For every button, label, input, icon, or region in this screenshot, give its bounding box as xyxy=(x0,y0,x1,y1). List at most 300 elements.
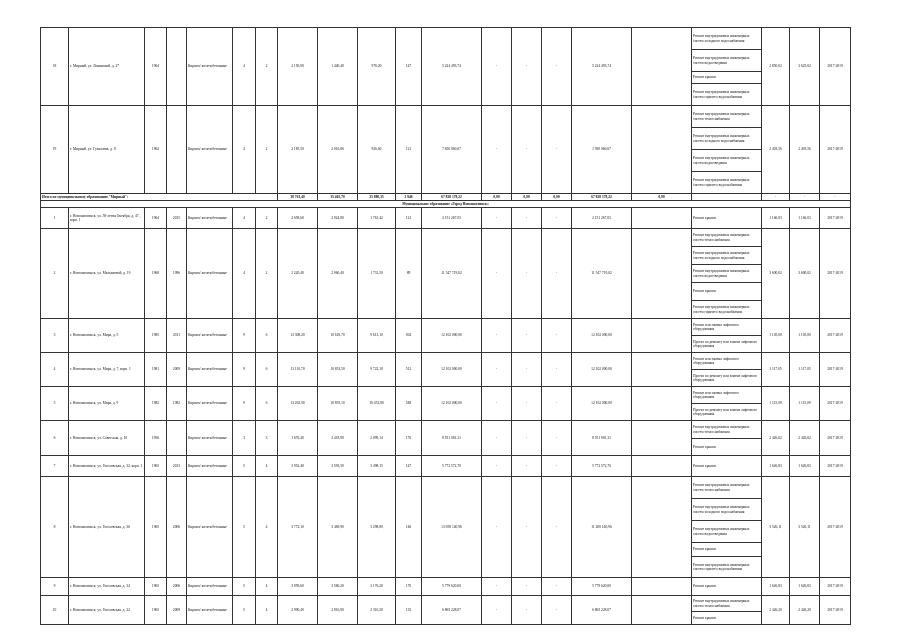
budget-share-cell: - xyxy=(512,477,542,578)
living-area-cell: 2 099,14 xyxy=(358,421,396,456)
repair-program-table xyxy=(40,27,851,625)
total-area-cell: 3 772,10 xyxy=(278,477,318,578)
row-number-cell: 8 xyxy=(41,477,69,578)
wall-material-cell: Кирпич/ железобетонные xyxy=(187,28,233,106)
budget-share-cell: - xyxy=(512,456,542,477)
entrances-cell: 6 xyxy=(256,319,278,353)
deadline-cell: 2017-2019 xyxy=(820,229,851,319)
deadline-cell: 2017-2019 xyxy=(820,596,851,625)
table-row xyxy=(41,229,851,247)
total-area-living: 25 880,35 xyxy=(358,194,396,201)
premises-area-cell: 2 816,90 xyxy=(318,596,358,625)
limit-cost-cell: 1 626,83 xyxy=(790,456,820,477)
owners-share-cell: 6 865 228,07 xyxy=(572,596,632,625)
other-share-cell xyxy=(632,596,692,625)
other-share-cell xyxy=(632,353,692,387)
other-share-cell xyxy=(632,456,692,477)
address-cell: г. Новошахтинск, ул. Советская, д. 10 xyxy=(69,421,145,456)
address-cell: г. Новошахтинск, ул. 50-летия Октября, д. 47, корп. 1 xyxy=(69,208,145,229)
other-share-cell xyxy=(632,578,692,596)
build-year-cell: 1964 xyxy=(145,208,167,229)
fund-share-cell: - xyxy=(482,353,512,387)
wall-material-cell: Кирпич/ железобетонные xyxy=(187,456,233,477)
work-type-cell: Ремонт крыши xyxy=(692,283,762,301)
fund-share-cell: - xyxy=(482,421,512,456)
living-area-cell: 9 613,10 xyxy=(358,319,396,353)
other-share-cell xyxy=(632,28,692,106)
other-share-cell xyxy=(632,229,692,319)
municipality-row xyxy=(41,201,851,208)
deadline-cell: 2017-2019 xyxy=(820,578,851,596)
living-area-cell: 3 176,20 xyxy=(358,578,396,596)
build-year-cell: 1985 xyxy=(145,319,167,353)
document-page xyxy=(40,27,850,625)
row-number-cell: 5 xyxy=(41,387,69,421)
other-share-cell xyxy=(632,319,692,353)
work-type-cell: Ремонт внутридомовых инженерных систем теплоснабжения xyxy=(692,106,762,128)
work-type-cell: Ремонт крыши xyxy=(692,208,762,229)
deadline-cell: 2017-2019 xyxy=(820,456,851,477)
work-type-cell: Ремонт внутридомовых инженерных систем водоотведения xyxy=(692,521,762,543)
build-year-cell: 1960 xyxy=(145,229,167,319)
fund-share-cell: - xyxy=(482,578,512,596)
work-type-cell: Ремонт крыши xyxy=(692,578,762,596)
entrances-cell: 4 xyxy=(256,456,278,477)
row-number-cell: 3 xyxy=(41,319,69,353)
table-body xyxy=(41,28,851,625)
entrances-cell: 2 xyxy=(256,106,278,194)
budget-share-cell: - xyxy=(512,596,542,625)
total-owners: 67 828 178,22 xyxy=(572,194,632,201)
table-row xyxy=(41,208,851,229)
owners-share-cell: 11 200 140,96 xyxy=(572,477,632,578)
local-budget-share-cell: - xyxy=(542,578,572,596)
work-type-cell: Ремонт крыши xyxy=(692,456,762,477)
owners-share-cell: 2 151 267,03 xyxy=(572,208,632,229)
owners-share-cell: 12 102 000,00 xyxy=(572,319,632,353)
work-type-cell: Ремонт внутридомовых инженерных систем горячего водоснабжения xyxy=(692,172,762,194)
table-row xyxy=(41,387,851,404)
renovation-year-cell xyxy=(167,28,187,106)
total-cost-cell: 5 772 572,70 xyxy=(422,456,482,477)
other-share-cell xyxy=(632,421,692,456)
entrances-cell: 4 xyxy=(256,596,278,625)
other-share-cell xyxy=(632,106,692,194)
work-type-cell: Ремонт крыши xyxy=(692,72,762,84)
wall-material-cell: Кирпич/ железобетонные xyxy=(187,421,233,456)
other-share-cell xyxy=(632,477,692,578)
total-area-cell: 1 676,40 xyxy=(278,421,318,456)
total-budget-local: 0,00 xyxy=(542,194,572,201)
residents-cell: 135 xyxy=(396,596,422,625)
build-year-cell: 1981 xyxy=(145,353,167,387)
residents-cell: 512 xyxy=(396,353,422,387)
table-row xyxy=(41,477,851,499)
residents-cell: 89 xyxy=(396,229,422,319)
unit-cost-cell: 1 115,09 xyxy=(762,387,790,421)
table-row xyxy=(41,319,851,336)
unit-cost-cell: 2 403,56 xyxy=(762,106,790,194)
living-area-cell: 9 722,10 xyxy=(358,353,396,387)
floors-cell: 5 xyxy=(233,596,256,625)
renovation-year-cell xyxy=(167,421,187,456)
total-cost-cell: 13 058 140,96 xyxy=(422,477,482,578)
wall-material-cell: Кирпич/ железобетонные xyxy=(187,208,233,229)
work-type-cell: Ремонт внутридомовых инженерных систем водоотведения xyxy=(692,150,762,172)
work-type-cell: Проект по ремонту или замене лифтового оборудования xyxy=(692,336,762,353)
total-area-cell: 2 990,40 xyxy=(278,596,318,625)
renovation-year-cell: 2006 xyxy=(167,477,187,578)
unit-cost-cell: 1 626,83 xyxy=(762,456,790,477)
unit-cost-cell: 1 166,03 xyxy=(762,208,790,229)
residents-cell: 121 xyxy=(396,106,422,194)
work-type-cell: Ремонт внутридомовых инженерных систем холодного водоснабжения xyxy=(692,499,762,521)
deadline-cell: 2017-2019 xyxy=(820,421,851,456)
deadline-cell: 2017-2019 xyxy=(820,208,851,229)
entrances-cell: 2 xyxy=(256,208,278,229)
residents-cell: 176 xyxy=(396,421,422,456)
unit-cost-cell: 1 117,05 xyxy=(762,353,790,387)
local-budget-share-cell: - xyxy=(542,456,572,477)
table-row xyxy=(41,421,851,439)
row-number-cell: 10 xyxy=(41,596,69,625)
total-area-cell: 13 110,70 xyxy=(278,353,318,387)
table-row xyxy=(41,28,851,50)
row-number-cell: 19 xyxy=(41,106,69,194)
build-year-cell: 1965 xyxy=(145,596,167,625)
limit-cost-cell: 1 626,83 xyxy=(790,578,820,596)
total-area: 38 761,40 xyxy=(278,194,318,201)
owners-share-cell: 12 102 000,00 xyxy=(572,353,632,387)
budget-share-cell: - xyxy=(512,319,542,353)
total-area-cell: 2 150,00 xyxy=(278,28,318,106)
budget-share-cell: - xyxy=(512,106,542,194)
total-deadline: - xyxy=(820,194,851,201)
limit-cost-cell: 1 105,00 xyxy=(790,319,820,353)
table-row xyxy=(41,596,851,612)
residents-cell: 147 xyxy=(396,28,422,106)
total-area-cell: 13 263,90 xyxy=(278,387,318,421)
limit-cost-cell: 2 403,56 xyxy=(790,106,820,194)
renovation-year-cell: 2011 xyxy=(167,319,187,353)
limit-cost-cell: 1 117,05 xyxy=(790,353,820,387)
renovation-year-cell xyxy=(167,106,187,194)
address-cell: г. Новошахтинск, ул. Гоголевская, д. 34 xyxy=(69,578,145,596)
residents-cell: 147 xyxy=(396,456,422,477)
wall-material-cell: Кирпич/ железобетонные xyxy=(187,353,233,387)
local-budget-share-cell: - xyxy=(542,106,572,194)
local-budget-share-cell: - xyxy=(542,477,572,578)
address-cell: г. Новошахтинск, ул. Гоголевская, д. 32, корп. 1 xyxy=(69,456,145,477)
floors-cell: 5 xyxy=(233,456,256,477)
premises-area-cell: 3 469,90 xyxy=(318,477,358,578)
budget-share-cell: - xyxy=(512,578,542,596)
limit-cost-cell: 2 426,20 xyxy=(790,596,820,625)
local-budget-share-cell: - xyxy=(542,421,572,456)
owners-share-cell: 11 547 719,02 xyxy=(572,229,632,319)
unit-cost-cell: 1 105,00 xyxy=(762,319,790,353)
total-unit-cost: - xyxy=(762,194,790,201)
premises-area-cell: 3 593,50 xyxy=(318,456,358,477)
wall-material-cell: Кирпич/ железобетонные xyxy=(187,106,233,194)
deadline-cell: 2017-2019 xyxy=(820,353,851,387)
build-year-cell: 1965 xyxy=(145,456,167,477)
deadline-cell: 2017-2019 xyxy=(820,477,851,578)
unit-cost-cell: 2 850,02 xyxy=(762,28,790,106)
unit-cost-cell: 3 526,11 xyxy=(762,477,790,578)
entrances-cell: 6 xyxy=(256,387,278,421)
renovation-year-cell: 1996 xyxy=(167,229,187,319)
renovation-year-cell: 2009 xyxy=(167,596,187,625)
budget-share-cell: - xyxy=(512,229,542,319)
work-type-cell: Ремонт внутридомовых инженерных систем водоотведения xyxy=(692,265,762,283)
work-type-cell: Ремонт внутридомовых инженерных систем холодного водоснабжения xyxy=(692,247,762,265)
work-type-cell: Ремонт внутридомовых инженерных систем теплоснабжения xyxy=(692,596,762,612)
limit-cost-cell: 3 625,02 xyxy=(790,28,820,106)
living-area-cell: 2 310,20 xyxy=(358,596,396,625)
build-year-cell: 1982 xyxy=(145,387,167,421)
other-share-cell xyxy=(632,387,692,421)
fund-share-cell: - xyxy=(482,596,512,625)
floors-cell: 9 xyxy=(233,319,256,353)
work-type-cell: Ремонт крыши xyxy=(692,543,762,557)
total-people: 2 946 xyxy=(396,194,422,201)
renovation-year-cell: 2015 xyxy=(167,208,187,229)
fund-share-cell: - xyxy=(482,387,512,421)
work-type-cell: Ремонт или замена лифтового оборудования xyxy=(692,353,762,370)
living-area-cell: 976,20 xyxy=(358,28,396,106)
total-area-premises: 35 465,70 xyxy=(318,194,358,201)
premises-area-cell: 2 418,90 xyxy=(318,421,358,456)
residents-cell: 121 xyxy=(396,208,422,229)
work-type-cell: Ремонт внутридомовых инженерных систем теплоснабжения xyxy=(692,229,762,247)
work-type-cell: Ремонт крыши xyxy=(692,439,762,456)
work-type-cell: Ремонт внутридомовых инженерных систем горячего водоснабжения xyxy=(692,557,762,578)
entrances-cell: 4 xyxy=(256,477,278,578)
residents-cell: 548 xyxy=(396,387,422,421)
total-cost: 67 828 178,22 xyxy=(422,194,482,201)
living-area-cell: 3 298,80 xyxy=(358,477,396,578)
entrances-cell: 2 xyxy=(256,28,278,106)
premises-area-cell: 2 060,40 xyxy=(318,229,358,319)
limit-cost-cell: 1 166,03 xyxy=(790,208,820,229)
row-number-cell: 6 xyxy=(41,421,69,456)
unit-cost-cell: 1 626,83 xyxy=(762,578,790,596)
unit-cost-cell: 2 426,02 xyxy=(762,421,790,456)
fund-share-cell: - xyxy=(482,106,512,194)
total-cost-cell: 12 102 000,00 xyxy=(422,319,482,353)
address-cell: г. Мирный, ул. Гузналева, д. 8 xyxy=(69,106,145,194)
premises-area-cell: 2 024,80 xyxy=(318,208,358,229)
local-budget-share-cell: - xyxy=(542,353,572,387)
work-type-cell: Ремонт внутридомовых инженерных систем холодного водоснабжения xyxy=(692,28,762,50)
entrances-cell: 2 xyxy=(256,229,278,319)
wall-material-cell: Кирпич/ железобетонные xyxy=(187,229,233,319)
deadline-cell: 2017-2019 xyxy=(820,387,851,421)
living-area-cell: 3 498,15 xyxy=(358,456,396,477)
wall-material-cell: Кирпич/ железобетонные xyxy=(187,387,233,421)
budget-share-cell: - xyxy=(512,28,542,106)
row-number-cell: 9 xyxy=(41,578,69,596)
budget-share-cell: - xyxy=(512,208,542,229)
owners-share-cell: 12 102 000,00 xyxy=(572,387,632,421)
wall-material-cell: Кирпич/ железобетонные xyxy=(187,596,233,625)
premises-area-cell: 3 560,20 xyxy=(318,578,358,596)
total-cost-cell: 8 551 081,31 xyxy=(422,421,482,456)
limit-cost-cell: 1 115,09 xyxy=(790,387,820,421)
deadline-cell: 2017-2019 xyxy=(820,319,851,353)
total-area-cell: 3 952,40 xyxy=(278,456,318,477)
municipality-title: Муниципальное образование «Город Новошахтинск» xyxy=(41,201,851,208)
premises-area-cell: 1 440,40 xyxy=(318,28,358,106)
fund-share-cell: - xyxy=(482,477,512,578)
build-year-cell: 1956 xyxy=(145,421,167,456)
table-row xyxy=(41,353,851,370)
living-area-cell: 10 453,80 xyxy=(358,387,396,421)
owners-share-cell: 5 772 572,70 xyxy=(572,456,632,477)
total-cost-cell: 5 779 620,00 xyxy=(422,578,482,596)
residents-cell: 146 xyxy=(396,477,422,578)
floors-cell: 3 xyxy=(233,421,256,456)
local-budget-share-cell: - xyxy=(542,319,572,353)
table-row xyxy=(41,106,851,128)
entrances-cell: 6 xyxy=(256,353,278,387)
owners-share-cell: 8 551 081,31 xyxy=(572,421,632,456)
floors-cell: 9 xyxy=(233,353,256,387)
total-cost-cell: 11 547 719,02 xyxy=(422,229,482,319)
work-type-cell: Ремонт или замена лифтового оборудования xyxy=(692,319,762,336)
total-cost-cell: 6 865 228,07 xyxy=(422,596,482,625)
other-share-cell xyxy=(632,208,692,229)
total-cost-cell: 12 102 000,00 xyxy=(422,353,482,387)
row-number-cell: 1 xyxy=(41,208,69,229)
deadline-cell: 2017-2019 xyxy=(820,28,851,106)
work-type-cell: Ремонт внутридомовых инженерных систем теплоснабжения xyxy=(692,421,762,439)
address-cell: г. Новошахтинск, ул. Гоголевская, д. 36 xyxy=(69,477,145,578)
floors-cell: 9 xyxy=(233,387,256,421)
total-area-cell: 3 859,60 xyxy=(278,578,318,596)
wall-material-cell: Кирпич/ железобетонные xyxy=(187,578,233,596)
wall-material-cell: Кирпич/ железобетонные xyxy=(187,477,233,578)
living-area-cell: 1 731,50 xyxy=(358,229,396,319)
address-cell: г. Новошахтинск, ул. Малышевой, д. 19 xyxy=(69,229,145,319)
unit-cost-cell: 3 600,02 xyxy=(762,229,790,319)
work-type-cell: Ремонт внутридомовых инженерных систем теплоснабжения xyxy=(692,477,762,499)
local-budget-share-cell: - xyxy=(542,596,572,625)
fund-share-cell: - xyxy=(482,208,512,229)
floors-cell: 4 xyxy=(233,229,256,319)
total-cost-cell: 5 224 493,74 xyxy=(422,28,482,106)
residents-cell: 170 xyxy=(396,578,422,596)
total-row xyxy=(41,194,851,201)
floors-cell: 4 xyxy=(233,208,256,229)
owners-share-cell: 5 224 493,74 xyxy=(572,28,632,106)
renovation-year-cell: 1982 xyxy=(167,387,187,421)
total-cost-cell: 7 650 060,67 xyxy=(422,106,482,194)
budget-share-cell: - xyxy=(512,387,542,421)
row-number-cell: 2 xyxy=(41,229,69,319)
premises-area-cell: 10 855,10 xyxy=(318,387,358,421)
limit-cost-cell: 3 526,11 xyxy=(790,477,820,578)
row-number-cell: 4 xyxy=(41,353,69,387)
local-budget-share-cell: - xyxy=(542,28,572,106)
renovation-year-cell: 2013 xyxy=(167,456,187,477)
budget-share-cell: - xyxy=(512,421,542,456)
total-other: 0,00 xyxy=(632,194,692,201)
local-budget-share-cell: - xyxy=(542,229,572,319)
work-type-cell: Ремонт внутридомовых инженерных систем горячего водоснабжения xyxy=(692,84,762,106)
living-area-cell: 926,60 xyxy=(358,106,396,194)
local-budget-share-cell: - xyxy=(542,208,572,229)
total-area-cell: 13 308,20 xyxy=(278,319,318,353)
fund-share-cell: - xyxy=(482,319,512,353)
total-area-cell: 2 220,40 xyxy=(278,229,318,319)
total-limit-cost: - xyxy=(790,194,820,201)
premises-area-cell: 10 833,50 xyxy=(318,353,358,387)
entrances-cell: 3 xyxy=(256,421,278,456)
row-number-cell: 18 xyxy=(41,28,69,106)
renovation-year-cell: 2006 xyxy=(167,578,187,596)
work-type-cell: Ремонт крыши xyxy=(692,612,762,625)
fund-share-cell: - xyxy=(482,456,512,477)
living-area-cell: 1 761,42 xyxy=(358,208,396,229)
limit-cost-cell: 2 426,02 xyxy=(790,421,820,456)
work-type-cell: Ремонт внутридомовых инженерных систем холодного водоснабжения xyxy=(692,128,762,150)
table-row xyxy=(41,456,851,477)
build-year-cell: 1965 xyxy=(145,578,167,596)
work-type-cell: Ремонт или замена лифтового оборудования xyxy=(692,387,762,404)
work-type-cell: Ремонт внутридомовых инженерных систем горячего водоснабжения xyxy=(692,301,762,319)
total-label: Итого по муниципальному образованию "Мирный": xyxy=(41,194,278,201)
total-budget: 0,00 xyxy=(512,194,542,201)
table-row xyxy=(41,578,851,596)
address-cell: г. Новошахтинск, ул. Мира, д. 7, корп. 1 xyxy=(69,353,145,387)
address-cell: г. Новошахтинск, ул. Гоголевская, д. 22 xyxy=(69,596,145,625)
floors-cell: 4 xyxy=(233,106,256,194)
address-cell: г. Мирный, ул. Ленинский, д. 2* xyxy=(69,28,145,106)
entrances-cell: 4 xyxy=(256,578,278,596)
local-budget-share-cell: - xyxy=(542,387,572,421)
limit-cost-cell: 3 600,02 xyxy=(790,229,820,319)
total-area-cell: 2 658,60 xyxy=(278,208,318,229)
work-type-cell: Проект по ремонту или замене лифтового оборудования xyxy=(692,404,762,421)
fund-share-cell: - xyxy=(482,229,512,319)
premises-area-cell: 2 016,86 xyxy=(318,106,358,194)
build-year-cell: 1964 xyxy=(145,28,167,106)
work-type-cell: Проект по ремонту или замене лифтового оборудования xyxy=(692,370,762,387)
total-fund: 0,00 xyxy=(482,194,512,201)
deadline-cell: 2017-2019 xyxy=(820,106,851,194)
residents-cell: 504 xyxy=(396,319,422,353)
fund-share-cell: - xyxy=(482,28,512,106)
budget-share-cell: - xyxy=(512,353,542,387)
unit-cost-cell: 2 426,20 xyxy=(762,596,790,625)
total-area-cell: 2 185,50 xyxy=(278,106,318,194)
floors-cell: 5 xyxy=(233,578,256,596)
wall-material-cell: Кирпич/ железобетонные xyxy=(187,319,233,353)
owners-share-cell: 1 930 060,67 xyxy=(572,106,632,194)
renovation-year-cell: 2009 xyxy=(167,353,187,387)
premises-area-cell: 10 618,70 xyxy=(318,319,358,353)
build-year-cell: 1962 xyxy=(145,106,167,194)
floors-cell: 4 xyxy=(233,28,256,106)
owners-share-cell: 5 779 620,00 xyxy=(572,578,632,596)
floors-cell: 5 xyxy=(233,477,256,578)
total-cost-cell: 12 102 000,00 xyxy=(422,387,482,421)
total-cost-cell: 2 151 267,03 xyxy=(422,208,482,229)
work-type-cell: Ремонт внутридомовых инженерных систем водоотведения xyxy=(692,50,762,72)
total-works xyxy=(692,194,762,201)
